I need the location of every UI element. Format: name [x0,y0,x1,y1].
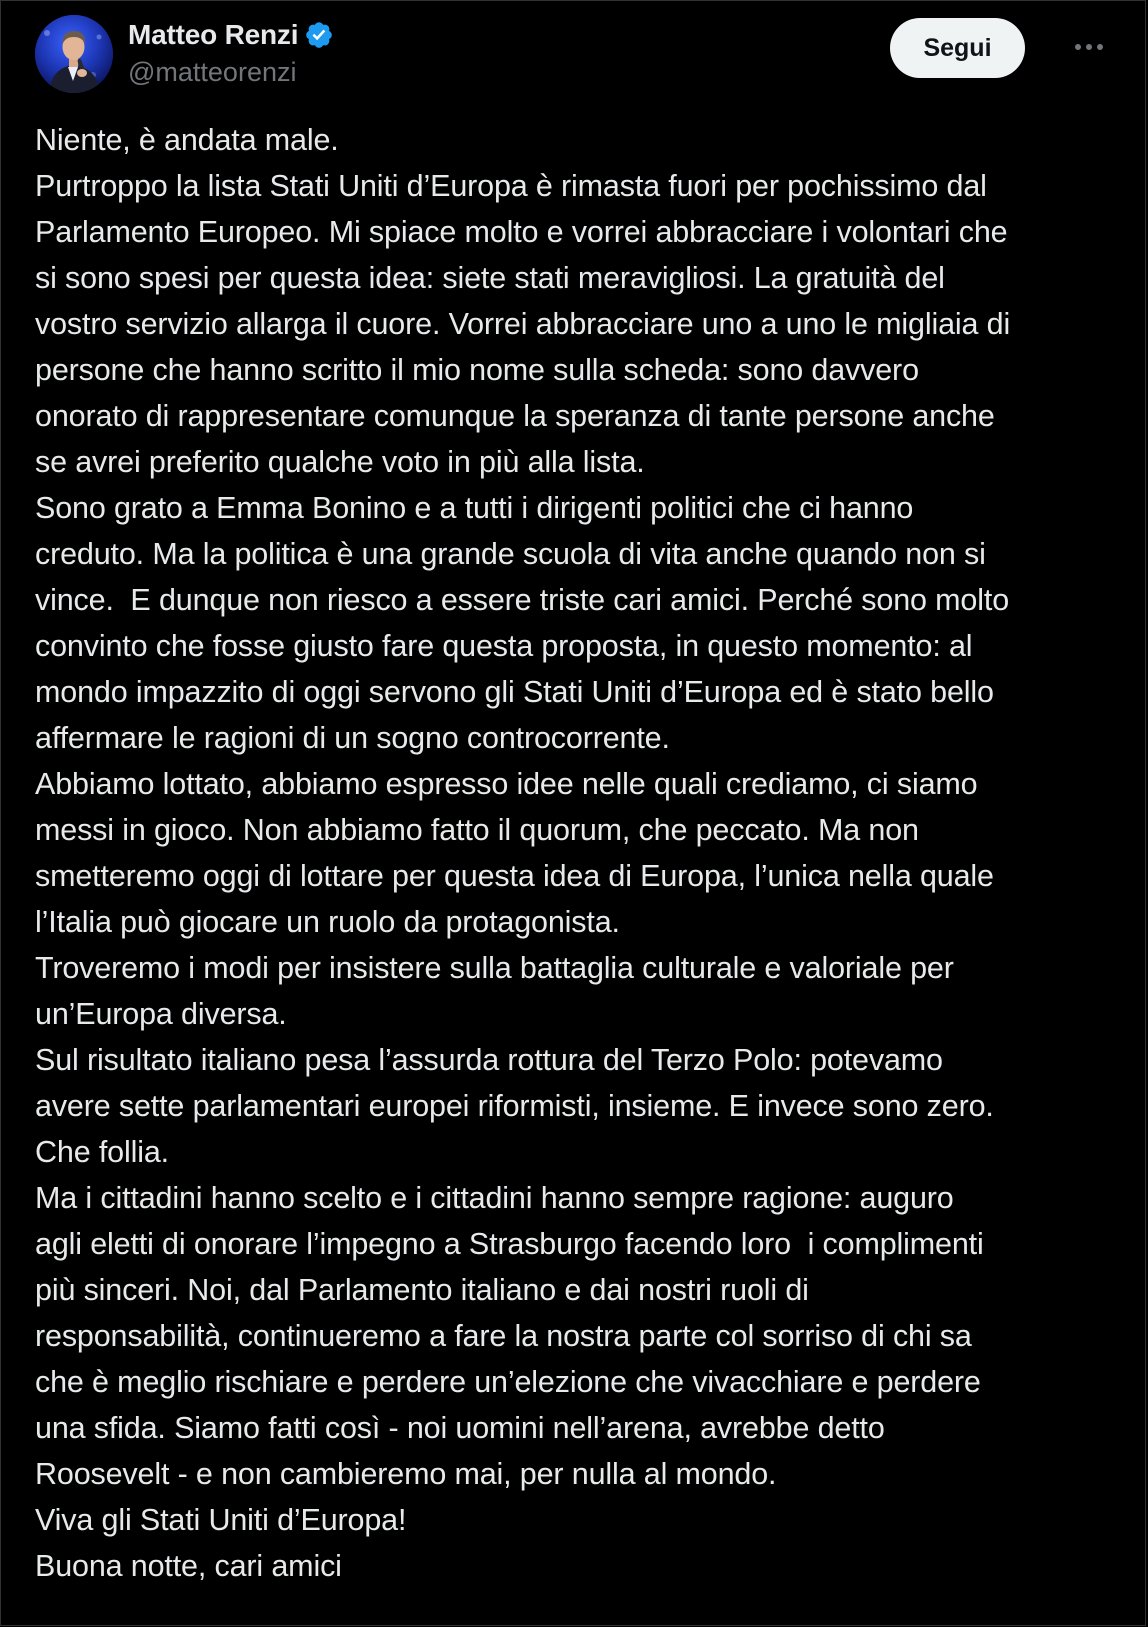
tweet-text-line: una sfida. Siamo fatti così - noi uomini nell’arena, avrebbe detto [35,1411,885,1445]
tweet-text-line: Ma i cittadini hanno scelto e i cittadini hanno sempre ragione: auguro [35,1181,954,1215]
tweet-text-line: Niente, è andata male. [35,123,339,157]
tweet-header [35,15,1111,95]
tweet-text-line: mondo impazzito di oggi servono gli Stati Uniti d’Europa ed è stato bello [35,675,994,709]
display-name-row [128,17,334,53]
tweet-text-line: agli eletti di onorare l’impegno a Strasburgo facendo loro i complimenti [35,1227,984,1261]
avatar[interactable] [35,15,113,93]
tweet-text-line: se avrei preferito qualche voto in più alla lista. [35,445,645,479]
tweet-text-line: Sono grato a Emma Bonino e a tutti i dirigenti politici che ci hanno [35,491,914,525]
tweet-text-line: onorato di rappresentare comunque la speranza di tante persone anche [35,399,995,433]
display-name[interactable]: Matteo Renzi [128,19,299,50]
handle[interactable]: @matteorenzi [128,57,297,87]
tweet-text-line: creduto. Ma la politica è una grande scuola di vita anche quando non si [35,537,986,571]
tweet-text-line: si sono spesi per questa idea: siete stati meravigliosi. La gratuità del [35,261,945,295]
tweet-text-line: vince. E dunque non riesco a essere triste cari amici. Perché sono molto [35,583,1010,617]
tweet-text-line: persone che hanno scritto il mio nome sulla scheda: sono davvero [35,353,919,387]
tweet-text-line: Parlamento Europeo. Mi spiace molto e vorrei abbracciare i volontari che [35,215,1008,249]
tweet-text-line: più sinceri. Noi, dal Parlamento italiano e dai nostri ruoli di [35,1273,809,1307]
follow-button[interactable]: Segui [890,18,1025,78]
tweet-text-line: messi in gioco. Non abbiamo fatto il quorum, che peccato. Ma non [35,813,919,847]
author-names [128,17,334,88]
tweet-text-line: Sul risultato italiano pesa l’assurda rottura del Terzo Polo: potevamo [35,1043,943,1077]
tweet-text-line: l’Italia può giocare un ruolo da protagonista. [35,905,620,939]
tweet-text-line: Roosevelt - e non cambieremo mai, per nulla al mondo. [35,1457,777,1491]
tweet-text-line: Viva gli Stati Uniti d’Europa! [35,1503,407,1537]
profile-photo-icon [35,15,113,93]
tweet-text-line: responsabilità, continueremo a fare la nostra parte col sorriso di chi sa [35,1319,972,1353]
tweet-text-line: Buona notte, cari amici [35,1549,342,1583]
verified-badge-icon[interactable] [304,20,334,50]
tweet-text [35,117,1125,1589]
tweet-text-line: affermare le ragioni di un sogno controcorrente. [35,721,670,755]
tweet-text-line: Purtroppo la lista Stati Uniti d’Europa è rimasta fuori per pochissimo dal [35,169,987,203]
more-horizontal-icon[interactable] [1067,25,1111,69]
tweet-text-line: Che follia. [35,1135,169,1169]
tweet-text-line: Troveremo i modi per insistere sulla battaglia culturale e valoriale per [35,951,954,985]
tweet-text-line: vostro servizio allarga il cuore. Vorrei abbracciare uno a uno le migliaia di [35,307,1011,341]
tweet-text-line: convinto che fosse giusto fare questa proposta, in questo momento: al [35,629,973,663]
tweet-text-line: un’Europa diversa. [35,997,287,1031]
tweet-text-line: smetteremo oggi di lottare per questa idea di Europa, l’unica nella quale [35,859,994,893]
tweet-text-line: avere sette parlamentari europei riformisti, insieme. E invece sono zero. [35,1089,994,1123]
tweet-text-line: che è meglio rischiare e perdere un’elezione che vivacchiare e perdere [35,1365,981,1399]
tweet-text-line: Abbiamo lottato, abbiamo espresso idee nelle quali crediamo, ci siamo [35,767,978,801]
